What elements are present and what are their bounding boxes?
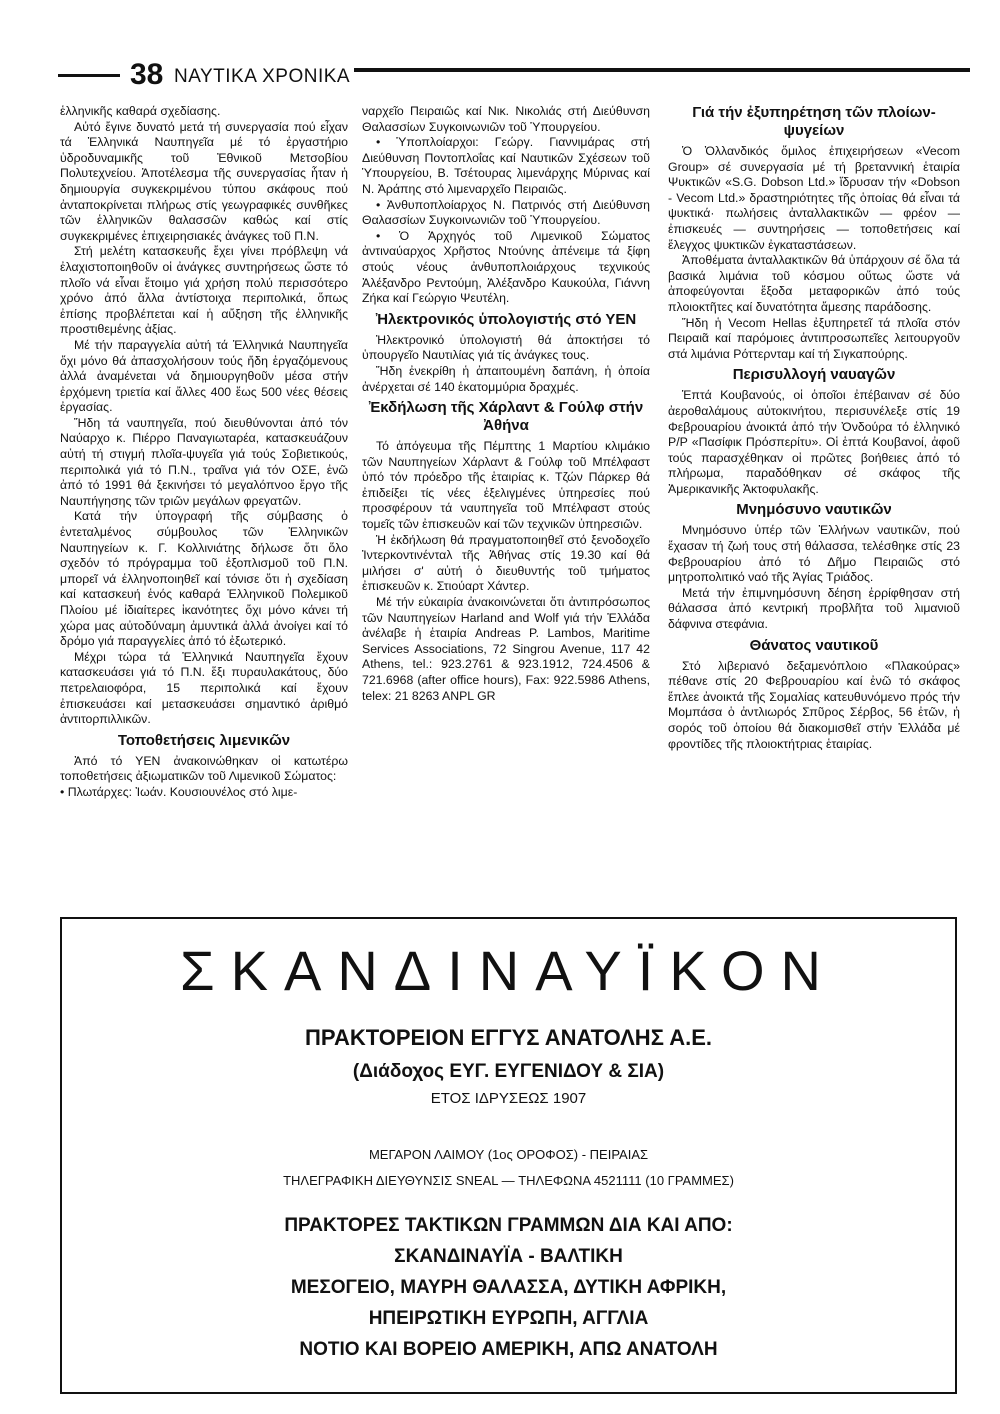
column-1 [60, 104, 348, 904]
page-number: 38 [130, 58, 164, 91]
ad-company-name: ΠΡΑΚΤΟΡΕΙΟΝ ΕΓΓΥΣ ΑΝΑΤΟΛΗΣ Α.Ε. [305, 1025, 712, 1050]
ad-successor-line: (Διάδοχος ΕΥΓ. ΕΥΓΕΝΙΔΟΥ & ΣΙΑ) [352, 1061, 665, 1082]
publication-title: ΝΑΥΤΙΚΑ ΧΡΟΝΙΚΑ [174, 66, 351, 87]
paragraph: Μέ τήν παραγγελία αὐτή τά Ἑλληνικά Ναυπηγεῖα ὄχι μόνο θά ἀπασχολήσουν τούς ἤδη ἐργαζόμενους ἀλλά ἀναμένεται νά δημιουργηθοῦν μέσα στήν ἐρχόμενη τριετία καί ἄλλες 400 ἕως 500 νέες θέσεις ἐργασίας. [60, 337, 348, 415]
paragraph: Ἑπτά Κουβανούς, οἱ ὁποῖοι ἐπέβαιναν σέ δύο ἀεροθαλάμους αὐτοκινήτου, περισυνέλεξε στίς 19 Φεβρουαρίου ἀνοικτά ἀπό τήν Ὀνδούρα τό ἑλληνικό Ρ/Ρ «Πασίφικ Πρόσπερίτυ». Οἱ ἑπτά Κουβανοί, ἀφοῦ τούς παρασχέθηκαν οἱ πρῶτες βοήθειες ἀπό τό πλήρωμα, παραδόθηκαν σέ σκάφος τῆς Ἀμερικανικῆς Ἀκτοφυλακῆς. [668, 388, 960, 496]
article-heading: Ἠλεκτρονικός ὑπολογιστής στό ΥΕΝ [375, 310, 637, 328]
paragraph: Στή μελέτη κατασκευῆς ἔχει γίνει πρόβλεψη νά ἐλαχιστοποιηθοῦν οἱ ἀνάγκες συντηρήσεως ὥστε τό πλοῖο νά εἶναι ἕτοιμο γιά χρήση πολύ περισσότερο χρόνο ἀπό ἄλλα ἀντίστοιχα περιπολικά, ὅπως ἐπίσης προβλέπεται καί ἡ αὔξηση τῆς ἑλληνικῆς προστιθεμένης ἀξίας. [60, 244, 348, 337]
paragraph: Μέχρι τώρα τά Ἑλληνικά Ναυπηγεῖα ἔχουν κατασκευάσει γιά τό Π.Ν. ἕξι πυραυλακάτους, δύο πετρελαιοφόρα, 15 περιπολικά καί ἔχουν ἐπισκευάσει καί μετασκευάσει σημαντικό ἀριθμό ἀντιτορπιλλικῶν. [60, 649, 348, 727]
paragraph: Ἤδη ἐνεκρίθη ἡ ἀπαιτουμένη δαπάνη, ἡ ὁποία ἀνέρχεται σέ 140 ἑκατομμύρια δραχμές. [362, 363, 650, 394]
ad-founded-line: ΕΤΟΣ ΙΔΡΥΣΕΩΣ 1907 [430, 1090, 587, 1107]
paragraph: Ἤδη ἡ Vecom Hellas ἐξυπηρετεῖ τά πλοῖα στόν Πειραιᾶ καί παρόμοιες ἀντιπροσωπεῖες λειτουργοῦν στά λιμάνια Ρόττερνταμ καί τή Σιγκαπούρης. [668, 315, 960, 361]
paragraph: • Ἀνθυποπλοίαρχος Ν. Πατρινός στή Διεύθυνση Θαλασσίων Συγκοινωνιῶν τοῦ Ὑπουργείου. [362, 197, 650, 228]
ad-brand-name: ΣΚΑΝΔΙΝΑΥΪΚΟΝ [180, 939, 837, 1002]
paragraph: Τό ἀπόγευμα τῆς Πέμπτης 1 Μαρτίου κλιμάκιο τῶν Ναυπηγείων Χάρλαντ & Γούλφ τοῦ Μπέλφαστ ὑπό τόν πρόεδρο τῆς ἑταιρίας κ. Τζών Πάρκερ θά ἐπιδείξει τίς νέες ἐξελιγμένες ὑπηρεσίες πού προσφέρουν τά ναυπηγεῖα τοῦ Μπέλφαστ στούς τομεῖς τῶν ἐπισκευῶν καί τῶν τεχνικῶν ὑπηρεσιῶν. [362, 439, 650, 532]
paragraph: • Ὑποπλοίαρχοι: Γεώργ. Γιαννιμάρας στή Διεύθυνση Ποντοπλοΐας καί Ναυτικῶν Σχέσεων τοῦ Ὑπουργείου, Β. Τσέτουρας λιμενάρχης Μύρινας καί Ν. Ἀράπης στό λιμεναρχεῖο Πειραιῶς. [362, 135, 650, 196]
ad-route-line: ΠΡΑΚΤΟΡΕΣ ΤΑΚΤΙΚΩΝ ΓΡΑΜΜΩΝ ΔΙΑ ΚΑΙ ΑΠΟ: [284, 1215, 733, 1236]
ad-routes [62, 1211, 955, 1366]
paragraph: Μέ τήν εὐκαιρία ἀνακοινώνεται ὅτι ἀντιπρόσωπος τῶν Ναυπηγείων Harland and Wolf γιά τήν Ἑλλάδα ἀνέλαβε ἡ ἑταιρία Andreas P. Lambos, Maritime Services Associations, 72 Singrou Avenue, 117 42 Athens, tel.: 923.2761 & 923.1912, 724.4506 & 721.6968 (after office hours), Fax: 922.5986 Athens, telex: 21 8263 ANPL GR [362, 595, 650, 703]
article-heading: Μνημόσυνο ναυτικῶν [736, 501, 892, 519]
paragraph: Ἠλεκτρονικό ὑπολογιστή θά ἀποκτήσει τό ὑπουργεῖο Ναυτιλίας γιά τίς ἀνάγκες τους. [362, 332, 650, 363]
ad-route-line: ΝΟΤΙΟ ΚΑΙ ΒΟΡΕΙΟ ΑΜΕΡΙΚΗ, ΑΠΩ ΑΝΑΤΟΛΗ [299, 1339, 718, 1360]
paragraph: Κατά τήν ὑπογραφή τῆς σύμβασης ὁ ἐντεταλμένος σύμβουλος τῶν Ἑλληνικῶν Ναυπηγείων κ. Γ. Κολλινιάτης δήλωσε ὅτι ὅλο σχεδόν τό πρόγραμμα τοῦ ἐξοπλισμοῦ τοῦ Π.Ν. μπορεῖ νά ἑλληνοποιηθεῖ καί τόνισε ὅτι ἡ σχεδίαση καί κατασκευή ἑνός καθαρά Ἑλληνικοῦ Πολεμικοῦ Πλοίου μέ ἰδιαίτερες ἱκανότητες ὄχι μόνο κάνει τή χώρα μας αὐτοδύναμη ἀμυντικά ἀλλά ἀνοίγει καί τό δρόμο γιά παραγγελίες ἀπό τό ἐξωτερικό. [60, 509, 348, 649]
paragraph: Ἡ ἐκδήλωση θά πραγματοποιηθεῖ στό ξενοδοχεῖο Ἰντερκοντινένταλ τῆς Ἀθήνας στίς 19.30 καί θά μιλήσει σ' αὐτή ὁ διευθυντής τοῦ τμήματος ἐπισκευῶν κ. Στιούαρτ Χάντερ. [362, 532, 650, 594]
paragraph: Ἀπό τό ΥΕΝ ἀνακοινώθηκαν οἱ κατωτέρω τοποθετήσεις ἀξιωματικῶν τοῦ Λιμενικοῦ Σώματος: [60, 753, 348, 784]
header-rule-left [58, 74, 120, 77]
article-heading: Γιά τήν ἐξυπηρέτηση τῶν πλοίων-ψυγείων [692, 104, 936, 139]
ad-route-line: ΜΕΣΟΓΕΙΟ, ΜΑΥΡΗ ΘΑΛΑΣΣΑ, ΔΥΤΙΚΗ ΑΦΡΙΚΗ, [290, 1277, 727, 1298]
paragraph: ἑλληνικῆς καθαρά σχεδίασης. [60, 104, 221, 118]
header-rule-right [354, 68, 970, 72]
column-2 [362, 104, 650, 904]
paragraph: • Πλωτάρχες: Ἰωάν. Κουσιουνέλος στό λιμε- [60, 784, 298, 799]
ad-route-line: ΗΠΕΙΡΩΤΙΚΗ ΕΥΡΩΠΗ, ΑΓΓΛΙΑ [368, 1308, 649, 1329]
article-heading: Θάνατος ναυτικοῦ [749, 636, 879, 654]
paragraph: Αὐτό ἔγινε δυνατό μετά τή συνεργασία πού εἶχαν τά Ἑλληνικά Ναυπηγεῖα μέ τό ἐργαστήριο ὑδροδυναμικῆς τοῦ Ἐθνικοῦ Μετσοβίου Πολυτεχνείου. Ἀποτέλεσμα τῆς συνεργασίας ἦταν ἡ δημιουργία συγκεκριμένου τύπου σκάφους πού ἀνταποκρίνεται πλήρως στίς γεωγραφικές συνθῆκες τῶν ἑλληνικῶν θαλασσῶν καθώς καί στίς συγκεκριμένες ἐπιχειρησιακές ἀνάγκες τοῦ Π.Ν. [60, 119, 348, 243]
ad-route-line: ΣΚΑΝΔΙΝΑΥΪΑ - ΒΑΛΤΙΚΗ [394, 1246, 623, 1267]
paragraph: Μετά τήν ἐπιμνημόσυνη δέηση ἐρρίφθησαν στή θάλασσα ἀπό κεντρική προβλῆτα τοῦ λιμανιοῦ δάφνινα στεφάνια. [668, 585, 960, 632]
ad-telegraph-line: ΤΗΛΕΓΡΑΦΙΚΗ ΔΙΕΥΘΥΝΣΙΣ SNEAL — ΤΗΛΕΦΩΝΑ 4521111 (10 ΓΡΑΜΜΕΣ) [283, 1173, 734, 1188]
paragraph: Μνημόσυνο ὑπέρ τῶν Ἑλλήνων ναυτικῶν, πού ἔχασαν τή ζωή τους στή θάλασσα, τελέσθηκε στίς 23 Φεβρουαρίου ἀπό τό Δῆμο Πειραιῶς στό μητροπολιτικό ναό τῆς Ἁγίας Τριάδος. [668, 523, 960, 585]
paragraph: Ἀποθέματα ἀνταλλακτικῶν θά ὑπάρχουν σέ ὅλα τά βασικά λιμάνια τοῦ κόσμου οὕτως ὥστε νά ἀποφεύγονται ἔξοδα μεταφορικῶν ἀπό τούς πλοιοκτῆτες καί δυνατότητα ἄμεσης παράδοσης. [668, 253, 960, 314]
paragraph: Ὁ Ὀλλανδικός ὅμιλος ἐπιχειρήσεων «Vecom Group» σέ συνεργασία μέ τή βρεταννική ἑταιρία Ψυκτικῶν «S.G. Dobson Ltd.» ἵδρυσαν τήν «Dobson - Vecom Ltd.» δραστηριότητες τῆς ὁποίας θά εἶναι τά ψυκτικά· πωλήσεις ἀνταλλακτικῶν — φρέον — ἐπισκευές — συντηρήσεις — τοποθετήσεις καί ἔλεγχος ψυκτικῶν ἐγκαταστάσεων. [668, 144, 960, 252]
article-heading: Τοποθετήσεις λιμενικῶν [117, 731, 291, 749]
column-3 [668, 104, 960, 904]
ad-address-line: ΜΕΓΑΡΟΝ ΛΑΙΜΟΥ (1ος ΟΡΟΦΟΣ) - ΠΕΙΡΑΙΑΣ [368, 1147, 649, 1162]
paragraph: Στό λιβεριανό δεξαμενόπλοιο «Πλακούρας» πέθανε στίς 20 Φεβρουαρίου καί ἐνῶ τό σκάφος ἔπλεε ἀνοικτά τῆς Σομαλίας κατευθυνόμενο πρός τήν Μομπάσα ὁ ἀντλιωρός Σπῦρος Σέρβος, 56 ἐτῶν, ἡ σορός τοῦ ὁποίου θά διακομισθεῖ στήν Ἑλλάδα μέ φροντίδες τῆς πλοιοκτήτριας ἑταιρίας. [668, 658, 960, 751]
paragraph: • Ὁ Ἀρχηγός τοῦ Λιμενικοῦ Σώματος ἀντιναύαρχος Χρῆστος Ντούνης ἀπένειμε τά ξίφη στούς νέους ἀνθυποπλοιάρχους τεχνικούς Ἀλέξανδρο Ρεντούμη, Ἀλέξανδρο Καυκούλα, Γιάννη Ζήκα καί Γεώργιο Ψευτέλη. [362, 228, 650, 306]
article-heading: Περισυλλογή ναυαγῶν [732, 366, 896, 384]
paragraph: Ἤδη τά ναυπηγεῖα, πού διευθύνονται ἀπό τόν Ναύαρχο κ. Πιέρρο Παναγιωταρέα, κατασκευάζουν αὐτή τή στιγμή πλοῖα-ψυγεῖα γιά τούς Σοβιετικούς, περιπολικά γιά τό Π.Ν., τραῖνα γιά τόν ΟΣΕ, ἐνῶ ἀπό τό 1991 θά ξεκινήσει τό μεγαλόπνοο ἔργο τῆς Ναυπήγησης τῶν τριῶν μεγάλων φρεγατῶν. [60, 415, 348, 508]
article-heading: Ἐκδήλωση τῆς Χάρλαντ & Γούλφ στήν Ἀθήνα [368, 399, 644, 435]
paragraph: ναρχεῖο Πειραιῶς καί Νικ. Νικολιάς στή Διεύθυνση Θαλασσίων Συγκοινωνιῶν τοῦ Ὑπουργείου. [362, 104, 650, 134]
page-header [58, 60, 970, 100]
advertisement-box [60, 917, 957, 1394]
